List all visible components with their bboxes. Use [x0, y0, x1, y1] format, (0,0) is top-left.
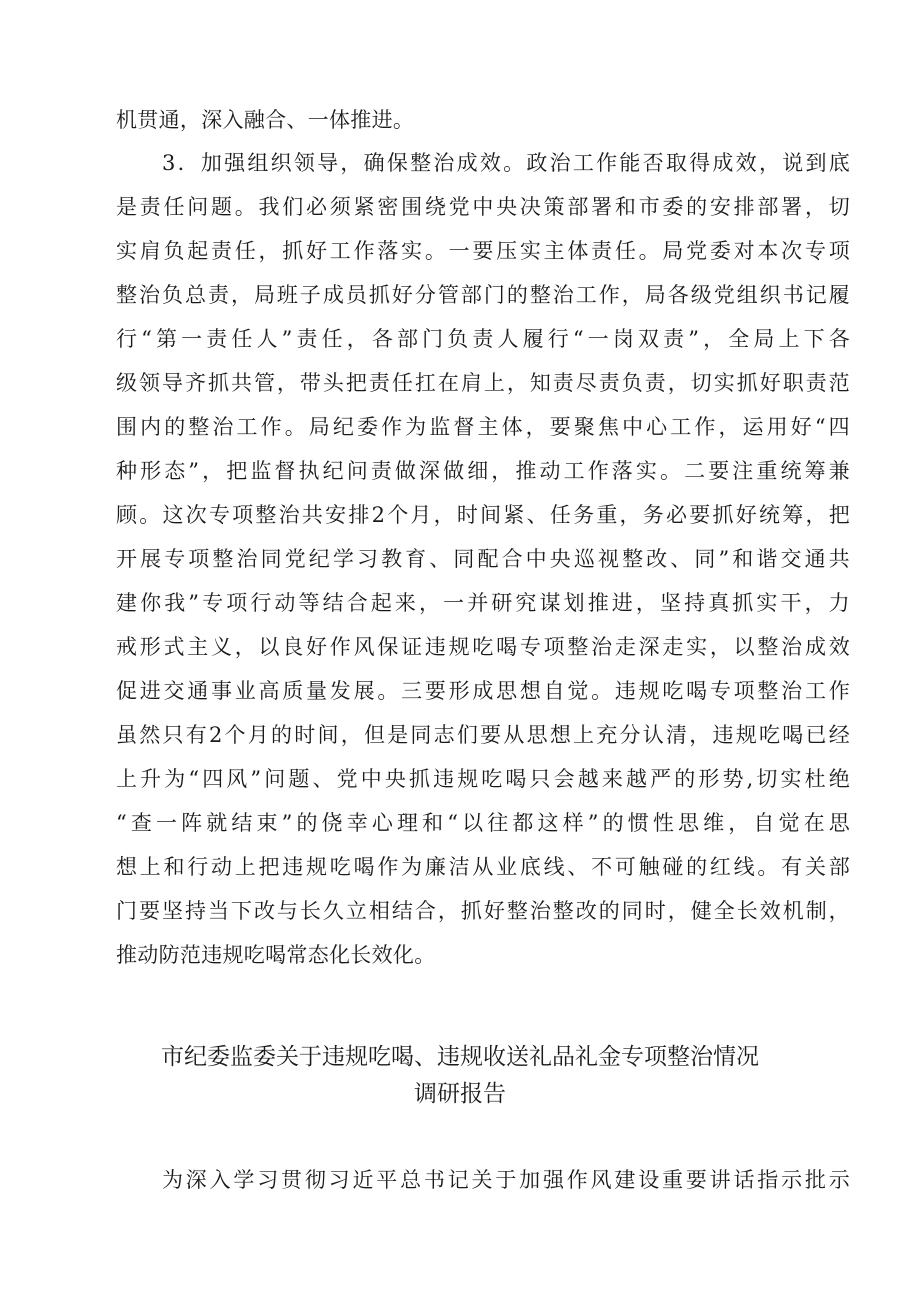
paragraph-2-line: “查一阵就结束”的侥幸心理和“以往都这样”的惯性思维，自觉在思 — [116, 811, 850, 835]
report-title-line-1: 市纪委监委关于违规吃喝、违规收送礼品礼金专项整治情况 — [161, 1044, 759, 1070]
paragraph-2-line: 上升为“四风”问题、党中央抓违规吃喝只会越来越严的形势,切实杜绝 — [116, 767, 850, 791]
paragraph-2-line: 虽然只有2个月的时间，但是同志们要从思想上充分认清，违规吃喝已经 — [116, 723, 850, 747]
paragraph-2-line: 3．加强组织领导，确保整治成效。政治工作能否取得成效，说到底 — [162, 151, 850, 175]
paragraph-2-line: 戒形式主义，以良好作风保证违规吃喝专项整治走深走实，以整治成效 — [116, 635, 850, 659]
paragraph-2-line: 推动防范违规吃喝常态化长效化。 — [116, 943, 436, 967]
paragraph-2-line: 行“第一责任人”责任，各部门负责人履行“一岗双责”，全局上下各 — [116, 327, 850, 351]
paragraph-2-line: 想上和行动上把违规吃喝作为廉洁从业底线、不可触碰的红线。有关部 — [116, 855, 850, 879]
paragraph-2-line: 级领导齐抓共管，带头把责任扛在肩上，知责尽责负责，切实抓好职责范 — [116, 371, 850, 395]
paragraph-2-line: 门要坚持当下改与长久立相结合，抓好整治整改的同时，健全长效机制， — [116, 899, 850, 923]
paragraph-2-line: 种形态”，把监督执纪问责做深做细，推动工作落实。二要注重统筹兼 — [116, 459, 850, 483]
paragraph-1-tail-line: 机贯通，深入融合、一体推进。 — [116, 108, 415, 132]
paragraph-2-line: 促进交通事业高质量发展。三要形成思想自觉。违规吃喝专项整治工作 — [116, 679, 850, 703]
paragraph-2-line: 整治负总责，局班子成员抓好分管部门的整治工作，局各级党组织书记履 — [116, 283, 850, 307]
paragraph-2-line: 顾。这次专项整治共安排2个月，时间紧、任务重，务必要抓好统筹，把 — [116, 503, 850, 527]
report-title-line-2: 调研报告 — [414, 1081, 506, 1107]
paragraph-2-line: 建你我”专项行动等结合起来，一并研究谋划推进，坚持真抓实干，力 — [116, 591, 850, 615]
paragraph-2-line: 开展专项整治同党纪学习教育、同配合中央巡视整改、同”和谐交通共 — [116, 547, 850, 571]
paragraph-3-first-line: 为深入学习贯彻习近平总书记关于加强作风建设重要讲话指示批示 — [162, 1168, 850, 1192]
paragraph-2-line: 实肩负起责任，抓好工作落实。一要压实主体责任。局党委对本次专项 — [116, 239, 850, 263]
paragraph-2-line: 是责任问题。我们必须紧密围绕党中央决策部署和市委的安排部署，切 — [116, 195, 850, 219]
paragraph-2-line: 围内的整治工作。局纪委作为监督主体，要聚焦中心工作，运用好“四 — [116, 415, 850, 439]
